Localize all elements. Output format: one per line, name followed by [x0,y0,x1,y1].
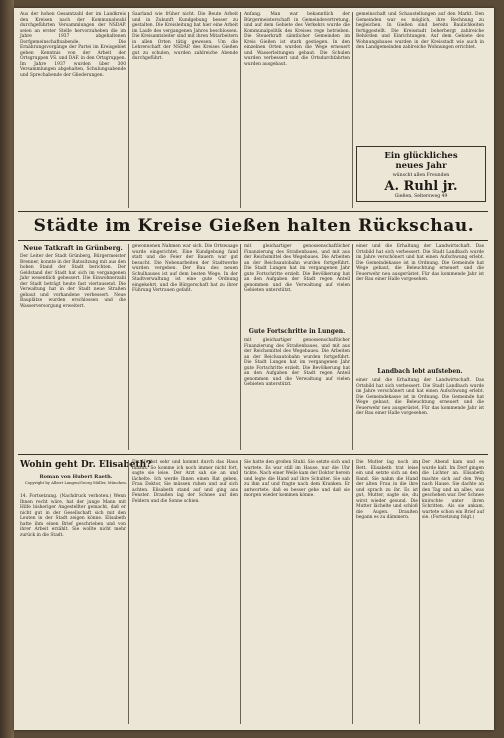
mid-column-4b: einer und die Erhaltung der Landwirtschaft. Das Ortsbild hat sich verbessert. Die Stadt Landbach wurde im Jahre verschönert und hat einen Aufschwung erlebt. Die Gemeindekasse ist in Ordnung. Die Gemeinde hat Wege gebaut, die Beleuchtung erneuert und die Feuerwehr neu ausgerüstet. Für das kommende Jahr ist der Bau einer Halle vorgesehen. [356,378,486,416]
newspaper-page [14,8,494,730]
novel-column-2: Ein Herbst sehr und kommt durch das Haus hinaus. So komme ich noch immer nicht fort, sagte sie leise. Der Arzt sah sie an und lächelte. Ich werde Ihnen einen Rat geben, Frau Doktor, Sie müssen ruhen und auf sich achten. Elisabeth stand auf und ging ans Fenster. Draußen lag der Schnee auf den Feldern und die Sonne schien. [132,460,240,504]
novel-column-4: Die Mutter lag noch im Bett. Elisabeth trat leise ein und setzte sich an den Rand. Sie nahm die Hand der alten Frau in die ihre und sprach zu ihr. Es ist gut, Mutter, sagte sie, du wirst wieder gesund. Die Mutter lächelte und schloß die Augen. Draußen begann es zu dämmern. [356,460,420,520]
top-column-3: Anfang. Man war bekanntlich der Bürgermeisterschaft in Gemeindevertretung, und auf dem Gebiete des Verkehrs wurde die Kommunalpolitik des Kreises rege betrieben. Die Steuerkraft sämtlicher Gemeinden im Kreis Gießen ist stark gestiegen. In den einzelnen Orten wurden die Wege erneuert und Wasserleitungen gebaut. Die Schulen wurden verbessert und die Ortsdurchfahrten wurden ausgebaut. [244,12,352,67]
mid-column-1: Der Leiter der Stadt Grünberg, Bürgermeister Brenner, konnte in der Ratssitzung mit aus den hohen Stand der Stadt berichten. Der Geldstand der Stadt hat sich im vergangenen Jahr wesentlich gebessert. Die Einwohnerzahl der Stadt beträgt heute fast viertausend. Die Verwaltung hat in der Stadt neue Straßen gebaut und vorhandene verbessert. Neue Bauplätze wurden erschlossen und die Wasserversorgung erweitert. [20,254,128,309]
section-head-gruenberg: Neue Tatkraft in Grünberg. [23,244,123,252]
ad-line-3: wünscht allen Freunden [392,173,450,178]
ad-line-2: neues Jahr [395,161,447,171]
top-column-1: Aus der hohen Gesamtzahl der im Landkreis den Kreisen nach der Kommunalwahl durchgeführten Versammlungen der NSDAP. seien an erster Stelle hervorzuheben die im Jahre 1937 abgehaltenen Dorfgemeinschaftsabende. Die Ernährungsvorgänge der Partei im Kreisgebiet geben Kenntnis von der Arbeit der Ortsgruppen VS. und DAF. in den Ortsgruppen. Im Jahre 1937 wurden über 300 Versammlungen abgehalten, Schulungsabende und Sprechabende der Gliederungen. [20,12,128,78]
ad-line-1: Ein glückliches [384,151,458,161]
novel-copyright: Copyright by Albert Langen/Georg Müller, München. [24,480,128,485]
section-head-lungen: Gute Fortschritte in Lungen. [248,328,346,335]
mid-column-2: gewonnenen Nahmen war sich. Die Ortswaage wurde eingerichtet. Eine Kundgebung fand statt und die Feier der Bauern war gut besucht. Die Nebenarbeiten der Stadtwerke wurden vergeben. Der Bau des neuen Schulhauses ist auf dem besten Wege. In der Stadtverwaltung ist eine gute Ordnung eingekehrt, und die Bürgerschaft hat zu ihrer Führung Vertrauen gefaßt. [132,244,240,293]
novel-title: Wohin geht Dr. Elisabeth? [20,460,152,470]
novel-column-1: 14. Fortsetzung. (Nachdruck verboten.) Wenn Ihnen recht wäre, hat der junge Mann mit Hilfe bisheriger Angestellter gemacht, daß er nicht gut in der Gesellschaft sich mit den Leuten in der Stadt zeigen könne. Elisabeth hatte ihm einen Brief geschrieben und von ihrer Arbeit erzählt. Sie wollte nicht mehr zurück in die Stadt. [20,494,128,538]
section-head-landbach: Landbach lebt aufsteben. [377,368,463,375]
book-binding [0,0,14,738]
mid-column-4: einer und die Erhaltung der Landwirtschaft. Das Ortsbild hat sich verbessert. Die Stadt Landbach wurde im Jahre verschönert und hat einen Aufschwung erlebt. Die Gemeindekasse ist in Ordnung. Die Gemeinde hat Wege gebaut, die Beleuchtung erneuert und die Feuerwehr neu ausgerüstet. Für das kommende Jahr ist der Bau einer Halle vorgesehen. [356,244,486,282]
top-column-4: gemeinschaft und Schaustellungen auf den Markt. Den Gemeinden war es möglich, ihre Rechnung zu begleichen. In Gießen sind bereits Baulichkeiten fertiggestellt. Die Kreisstadt beherbergt zahlreiche Behörden und Einrichtungen. Auf dem Gebiete des Wohnungsbaues wurden in der Kreisstadt wie auch in den Landgemeinden zahlreiche Wohnungen errichtet. [356,12,486,50]
mid-column-3b: mit gleichartiger genossenschaftlicher Finanzierung des Straßenbaues, und mit aus der Reichsmittel des Wegebaues. Die Arbeiten an der Reichsautobahn wurden fortgeführt. Die Stadt Lungen hat im vergangenen Jahr gute Fortschritte erzielt. Die Bevölkerung hat an den Aufgaben der Stadt regen Anteil genommen und die Verwaltung auf vielen Gebieten unterstützt. [244,338,352,387]
novel-column-3: Sie hatte den großen Stuhl. Sie setzte sich und wartete. Es war still im Hause, nur die Uhr tickte. Nach einer Weile kam der Doktor herein und legte die Hand auf ihre Schulter. Sie sah zu ihm auf und fragte nach dem Kranken. Er antwortete, daß es besser gehe und daß sie morgen wieder kommen könne. [244,460,352,498]
novel-author: Roman von Hubert Raeth. [39,474,113,480]
ad-address: Gießen, Seltersweg 49 [394,194,448,199]
new-year-advertisement [356,146,486,202]
ad-company-name: A. Ruhl jr. [384,179,458,194]
novel-column-5: Der Abend kam und es wurde kalt. Im Dorf gingen die Lichter an. Elisabeth machte sich auf den Weg nach Hause. Sie dachte an den Tag und an alles, was geschehen war. Der Schnee knirschte unter ihren Schritten. Als sie ankam, wartete schon ein Brief auf sie. (Fortsetzung folgt.) [422,460,486,520]
mid-column-3: mit gleichartiger genossenschaftlicher Finanzierung des Straßenbaues, und mit aus der Reichsmittel des Wegebaues. Die Arbeiten an der Reichsautobahn wurden fortgeführt. Die Stadt Lungen hat im vergangenen Jahr gute Fortschritte erzielt. Die Bevölkerung hat an den Aufgaben der Stadt regen Anteil genommen und die Verwaltung auf vielen Gebieten unterstützt. [244,244,352,293]
top-column-2: Saarland wie früher nicht. Die Beute Arbeit und in Zukunft Kundgebung besser zu gestalten. Die Kreisleitung hat hier eine Arbeit im Laufe des vergangenen Jahres beschlossen. Die Kreisamtsleiter sind mit ihren Mitarbeitern in allen Orten tätig gewesen. Um die Lehrerschaft der NSDAP. des Kreises Gießen gut zu schulen, wurden zahlreiche Abende durchgeführt. [132,12,240,61]
novel-subtitle [20,474,132,485]
main-headline: Städte im Kreise Gießen halten Rückschau. [33,216,475,236]
